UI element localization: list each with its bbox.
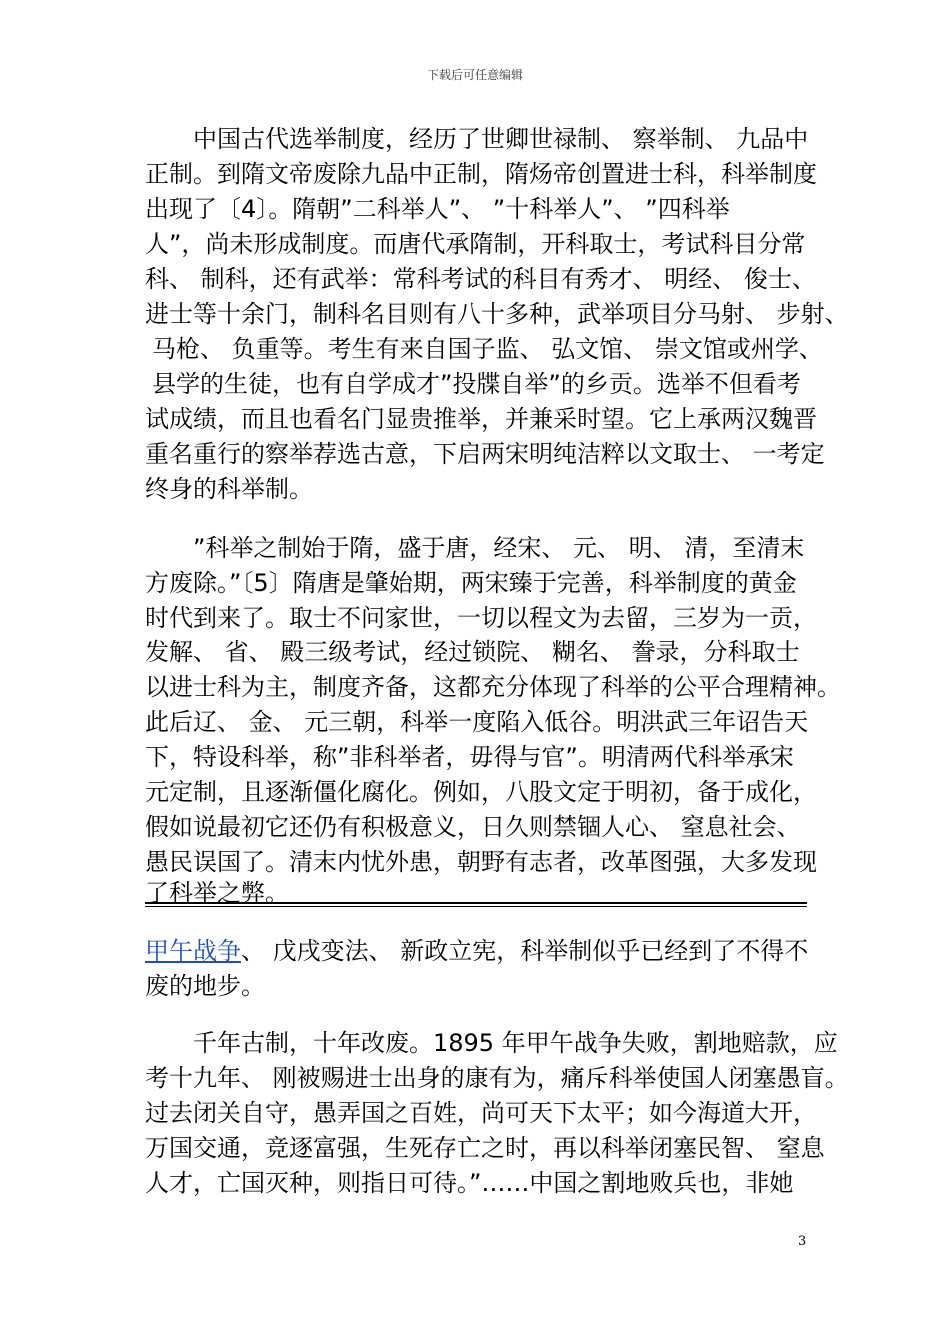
text-line: 此后辽、 金、 元三朝，科举一度陷入低谷。明洪武三年诏告天 [145, 708, 809, 736]
text-line: 假如说最初它还仍有积极意义，日久则禁锢人心、 窒息社会、 [145, 813, 801, 841]
text-line: 中国古代选举制度，经历了世卿世禄制、 察举制、 九品中 [193, 125, 809, 153]
text-line: 千年古制，十年改废。1895 年甲午战争失败，割地赔款，应 [193, 1029, 838, 1057]
text-line: 废的地步。 [145, 972, 265, 1000]
text-line: 愚民误国了。清末内忧外患，朝野有志者，改革图强，大多发现 [145, 848, 817, 876]
text-line: 重名重行的察举荐选古意，下启两宋明纯洁粹以文取士、 一考定 [145, 440, 825, 468]
text-line: 了科举之弊。 [145, 879, 289, 907]
text-line: 时代到来了。取士不问家世，一切以程文为去留，三岁为一贡， [145, 604, 817, 632]
text-span: 、 戊戌变法、 新政立宪，科举制似乎已经到了不得不 [241, 937, 809, 965]
text-line: ”科举之制始于隋，盛于唐，经宋、 元、 明、 清，至清末 [193, 534, 805, 562]
text-line: 发解、 省、 殿三级考试，经过锁院、 糊名、 誊录，分科取士 [145, 638, 800, 666]
text-line: 人才，亡国灭种，则指日可待。”……中国之割地败兵也，非她 [145, 1169, 794, 1197]
link-jiawu-war[interactable]: 甲午战争 [145, 937, 241, 965]
text-line: 过去闭关自守，愚弄国之百姓，尚可天下太平；如今海道大开， [145, 1099, 817, 1127]
text-line: 考十九年、 刚被赐进士出身的康有为，痛斥科举使国人闭塞愚盲。 [145, 1064, 849, 1092]
text-line: 县学的生徒，也有自学成才”投牒自举”的乡贡。选举不但看考 [152, 370, 801, 398]
text-line: 试成绩，而且也看名门显贵推举，并兼采时望。它上承两汉魏晋 [145, 405, 817, 433]
text-line: 元定制，且逐渐僵化腐化。例如，八股文定于明初，备于成化， [145, 778, 817, 806]
text-line: 人”，尚未形成制度。而唐代承隋制，开科取士，考试科目分常 [145, 230, 806, 258]
text-line: 万国交通，竞逐富强，生死存亡之时，再以科举闭塞民智、 窒息 [145, 1134, 825, 1162]
text-line: 以进士科为主，制度齐备，这都充分体现了科举的公平合理精神。 [145, 673, 841, 701]
horizontal-rule [145, 902, 807, 907]
text-line: 出现了〔4〕。隋朝”二科举人”、 ”十科举人”、 ”四科举 [145, 195, 730, 223]
text-line: 终身的科举制。 [145, 475, 313, 503]
text-line: 科、 制科，还有武举：常科考试的科目有秀才、 明经、 俊士、 [145, 265, 816, 293]
text-line: 进士等十余门，制科名目则有八十多种，武举项目分马射、 步射、 [145, 300, 849, 328]
text-line: 正制。到隋文帝废除九品中正制，隋炀帝创置进士科，科举制度 [145, 160, 817, 188]
text-line: 下，特设科举，称”非科举者，毋得与官”。明清两代科举承宋 [145, 743, 794, 771]
text-line: 方废除。”〔5〕隋唐是肇始期，两宋臻于完善，科举制度的黄金 [145, 569, 797, 597]
page-number: 3 [798, 1234, 807, 1249]
text-line [145, 934, 808, 968]
page-header: 下载后可任意编辑 [426, 68, 523, 82]
text-line: 马枪、 负重等。考生有来自国子监、 弘文馆、 崇文馆或州学、 [152, 335, 823, 363]
